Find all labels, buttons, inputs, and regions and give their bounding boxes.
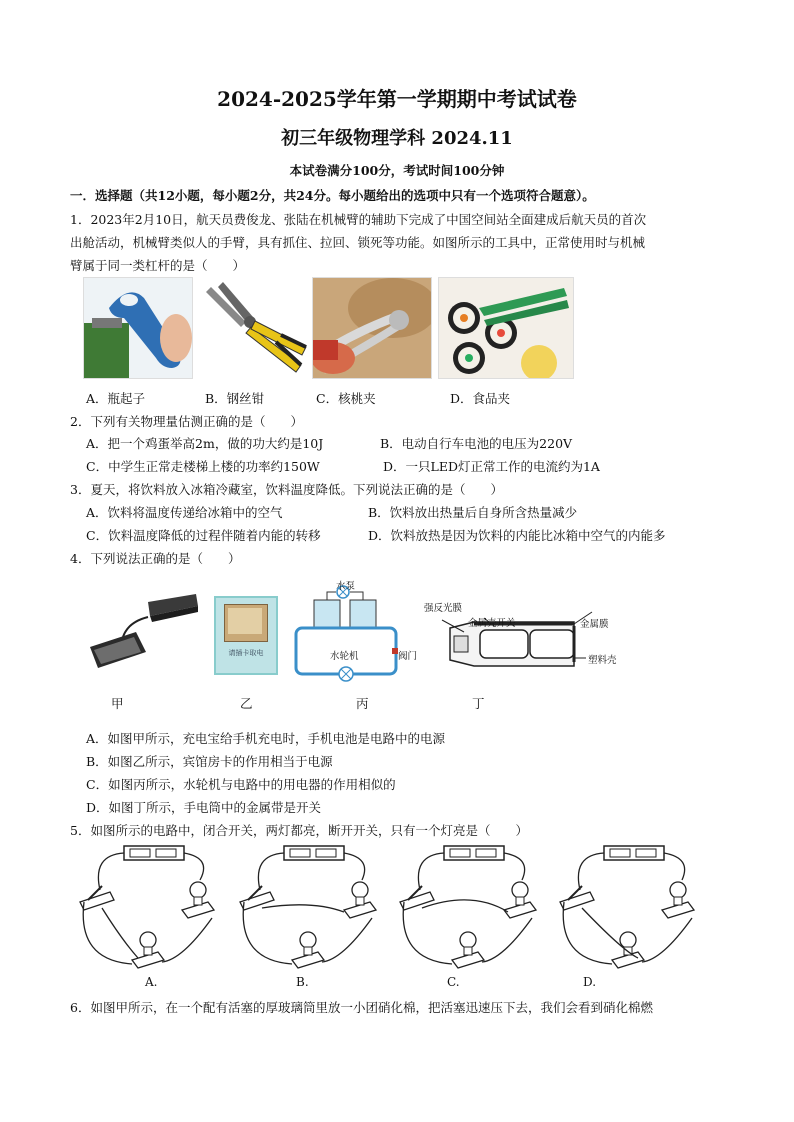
bottle-opener-image (83, 277, 193, 379)
wheel-label: 水轮机 (330, 651, 359, 662)
q4-option-d: D．如图丁所示，手电筒中的金属带是开关 (86, 800, 322, 815)
circuit-d (560, 846, 694, 968)
water-circuit-diagram (292, 578, 418, 684)
torch-label-switch: 金属壳开关 (468, 618, 516, 629)
q1-line-2: 出舱活动，机械臂类似人的手臂，具有抓住、拉回、锁死等功能。如图所示的工具中，正常使用时与机械 (70, 235, 646, 250)
q3-option-d: D．饮料放热是因为饮料的内能比冰箱中空气的内能多 (368, 528, 666, 543)
food-tongs-image (438, 277, 574, 379)
q3-option-c: C．饮料温度降低的过程伴随着内能的转移 (86, 528, 321, 543)
subtitle-main: 初三年级物理学科 (281, 128, 426, 149)
q5-label-b: B. (296, 975, 309, 989)
q1-option-d: D．食品夹 (450, 391, 511, 406)
figure-label-ding: 丁 (472, 696, 485, 711)
nutcracker-image (312, 277, 432, 379)
torch-label-reflector: 强反光膜 (424, 603, 463, 614)
q1-option-b: B．钢丝钳 (205, 391, 265, 406)
torch-label-metal-film: 金属膜 (580, 619, 609, 630)
q1-option-a: A．瓶起子 (86, 391, 146, 406)
torch-label-plastic-shell: 塑料壳 (588, 655, 617, 666)
flashlight-diagram (424, 600, 654, 680)
q3-option-b: B．饮料放出热量后自身所含热量减少 (368, 505, 578, 520)
subtitle-date: 2024.11 (431, 128, 513, 149)
figure-label-yi: 乙 (240, 696, 253, 711)
q4-option-c: C．如图丙所示，水轮机与电路中的用电器的作用相似的 (86, 777, 396, 792)
q4-option-b: B．如图乙所示，宾馆房卡的作用相当于电源 (86, 754, 333, 769)
exam-title: 2024-2025学年第一学期期中考试试卷 (217, 87, 577, 111)
q4-option-a: A．如图甲所示，充电宝给手机充电时，手机电池是电路中的电源 (86, 731, 446, 746)
q6-stem: 6．如图甲所示，在一个配有活塞的厚玻璃筒里放一小团硝化棉，把活塞迅速压下去，我们会看到硝化棉燃 (70, 1000, 653, 1015)
pliers-image (201, 277, 309, 377)
circuit-b (240, 846, 376, 968)
pump-label: 水泵 (336, 581, 356, 592)
q4-stem: 4．下列说法正确的是（ ） (70, 551, 241, 566)
q1-line-3: 臂属于同一类杠杆的是（ ） (70, 258, 246, 273)
exam-subtitle (0, 124, 794, 150)
section-heading: 一．选择题（共12小题，每小题2分，共24分。每小题给出的选项中只有一个选项符合题意）。 (70, 188, 595, 203)
q1-option-c: C．核桃夹 (316, 391, 376, 406)
room-card-slot-image (214, 596, 278, 675)
circuit-c (400, 846, 536, 968)
power-bank-image (88, 592, 200, 677)
q1-line-1: 1．2023年2月10日，航天员费俊龙、张陆在机械臂的辅助下完成了中国空间站全面建成后航天员的首次 (70, 212, 647, 227)
q5-stem: 5．如图所示的电路中，闭合开关，两灯都亮，断开开关，只有一个灯亮是（ ） (70, 823, 528, 838)
exam-note: 本试卷满分100分，考试时间100分钟 (289, 163, 505, 178)
q2-option-d: D．一只LED灯正常工作的电流约为1A (383, 459, 600, 474)
figure-label-jia: 甲 (111, 696, 124, 711)
valve-label: 阀门 (398, 651, 418, 662)
q5-label-a: A. (145, 975, 158, 989)
q2-option-a: A．把一个鸡蛋举高2m，做的功大约是10J (86, 436, 324, 451)
q5-label-d: D. (583, 975, 597, 989)
q3-option-a: A．饮料将温度传递给冰箱中的空气 (86, 505, 283, 520)
circuit-a (80, 846, 214, 968)
q5-circuits-figure (72, 840, 732, 976)
q5-label-c: C. (447, 975, 460, 989)
figure-label-bing: 丙 (356, 696, 369, 711)
q2-option-b: B．电动自行车电池的电压为220V (380, 436, 573, 451)
q3-stem: 3．夏天，将饮料放入冰箱冷藏室，饮料温度降低。下列说法正确的是（ ） (70, 482, 503, 497)
q2-option-c: C．中学生正常走楼梯上楼的功率约150W (86, 459, 320, 474)
card-slot-text: 请插卡取电 (228, 649, 264, 657)
q2-stem: 2．下列有关物理量估测正确的是（ ） (70, 414, 303, 429)
